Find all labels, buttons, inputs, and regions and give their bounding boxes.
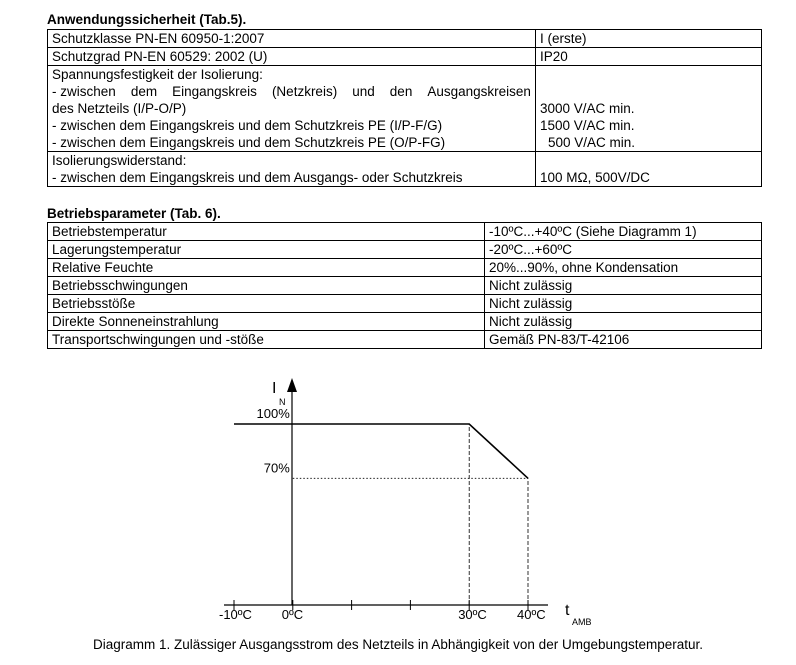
tab5-row3-label: [48, 66, 536, 152]
tab6-label: Transportschwingungen und -stöße: [48, 331, 485, 349]
y-tick-label: 70%: [263, 460, 290, 476]
y-axis-arrow: [287, 378, 297, 392]
tab6-label: Betriebstemperatur: [48, 223, 485, 241]
table-row: [48, 277, 762, 295]
tab6-value: Nicht zulässig: [485, 295, 762, 313]
x-tick-label: -10ºC: [219, 607, 252, 622]
tab6-table: [47, 222, 762, 349]
tab6-value: Nicht zulässig: [485, 277, 762, 295]
tab5-row1-label: Schutzklasse PN-EN 60950-1:2007: [48, 30, 536, 48]
y-axis-label-sub: N: [279, 397, 286, 407]
tab5-row1-value: I (erste): [536, 30, 762, 48]
tab5-row4-line1: Isolierungswiderstand:: [52, 153, 187, 168]
diagram-caption: Diagramm 1. Zulässiger Ausgangsstrom des Netzteils in Abhängigkeit von der Umgebungstemperatur.: [92, 637, 704, 652]
table-row: [48, 241, 762, 259]
y-axis-label: I: [272, 380, 277, 397]
tab5-row3-line2: [52, 83, 531, 100]
tab5-row3-line4: - zwischen dem Eingangskreis und dem Schutzkreis PE (I/P-F/G): [52, 118, 443, 133]
word: den: [389, 84, 413, 99]
tab5-table: [47, 29, 762, 187]
tab5-row2-label: Schutzgrad PN-EN 60529: 2002 (U): [48, 48, 536, 66]
tab5-row4-label: [48, 152, 536, 187]
tab5-row3-value2: 1500 V/AC min.: [540, 118, 635, 133]
table-row: [48, 295, 762, 313]
tab5-row4-line2: - zwischen dem Eingangskreis und dem Ausgangs- oder Schutzkreis: [52, 170, 463, 185]
tab5-row3-line5: - zwischen dem Eingangskreis und dem Schutzkreis PE (O/P-FG): [52, 135, 446, 150]
word: Ausgangskreisen: [427, 84, 531, 99]
tab6-value: Gemäß PN-83/T-42106: [485, 331, 762, 349]
tab6-label: Betriebsschwingungen: [48, 277, 485, 295]
tab6-label: Direkte Sonneneinstrahlung: [48, 313, 485, 331]
x-axis-label-sub: AMB: [572, 617, 592, 627]
word: und: [352, 84, 375, 99]
table-row: [48, 66, 762, 152]
table-row: [48, 259, 762, 277]
y-tick-label: 100%: [256, 406, 290, 421]
table-row: [48, 331, 762, 349]
tab6-value: -20ºC...+60ºC: [485, 241, 762, 259]
tab6-label: Lagerungstemperatur: [48, 241, 485, 259]
x-tick-label: 0ºC: [281, 607, 304, 622]
tab5-row4-value-cell: [536, 152, 762, 187]
tab5-row3-line3: des Netzteils (I/P-O/P): [52, 101, 187, 116]
tab6-value: 20%...90%, ohne Kondensation: [485, 259, 762, 277]
table-row: [48, 30, 762, 48]
tab5-row3-value1: 3000 V/AC min.: [540, 101, 635, 116]
tab5-title: Anwendungssicherheit (Tab.5).: [47, 12, 247, 27]
table-row: [48, 223, 762, 241]
tab5-row3-value3: 500 V/AC min.: [548, 135, 636, 150]
x-tick-label: 30ºC: [458, 607, 487, 622]
word: - zwischen: [52, 84, 116, 99]
tab6-title: Betriebsparameter (Tab. 6).: [47, 206, 221, 221]
tab6-value: -10ºC...+40ºC (Siehe Diagramm 1): [485, 223, 762, 241]
word: Eingangskreis: [172, 84, 257, 99]
table-row: [48, 48, 762, 66]
tab6-value: Nicht zulässig: [485, 313, 762, 331]
table-row: [48, 152, 762, 187]
tab5-row3-values: [536, 66, 762, 152]
word: (Netzkreis): [271, 84, 338, 99]
tab5-row4-value: 100 MΩ, 500V/DC: [540, 170, 650, 185]
x-tick-label: 40ºC: [517, 607, 546, 622]
table-row: [48, 313, 762, 331]
tab6-label: Betriebsstöße: [48, 295, 485, 313]
tab5-row2-value: IP20: [536, 48, 762, 66]
tab5-row3-line1: Spannungsfestigkeit der Isolierung:: [52, 67, 263, 82]
tab6-label: Relative Feuchte: [48, 259, 485, 277]
x-axis-label: t: [565, 602, 570, 619]
word: dem: [130, 84, 158, 99]
derating-chart: [0, 360, 796, 630]
